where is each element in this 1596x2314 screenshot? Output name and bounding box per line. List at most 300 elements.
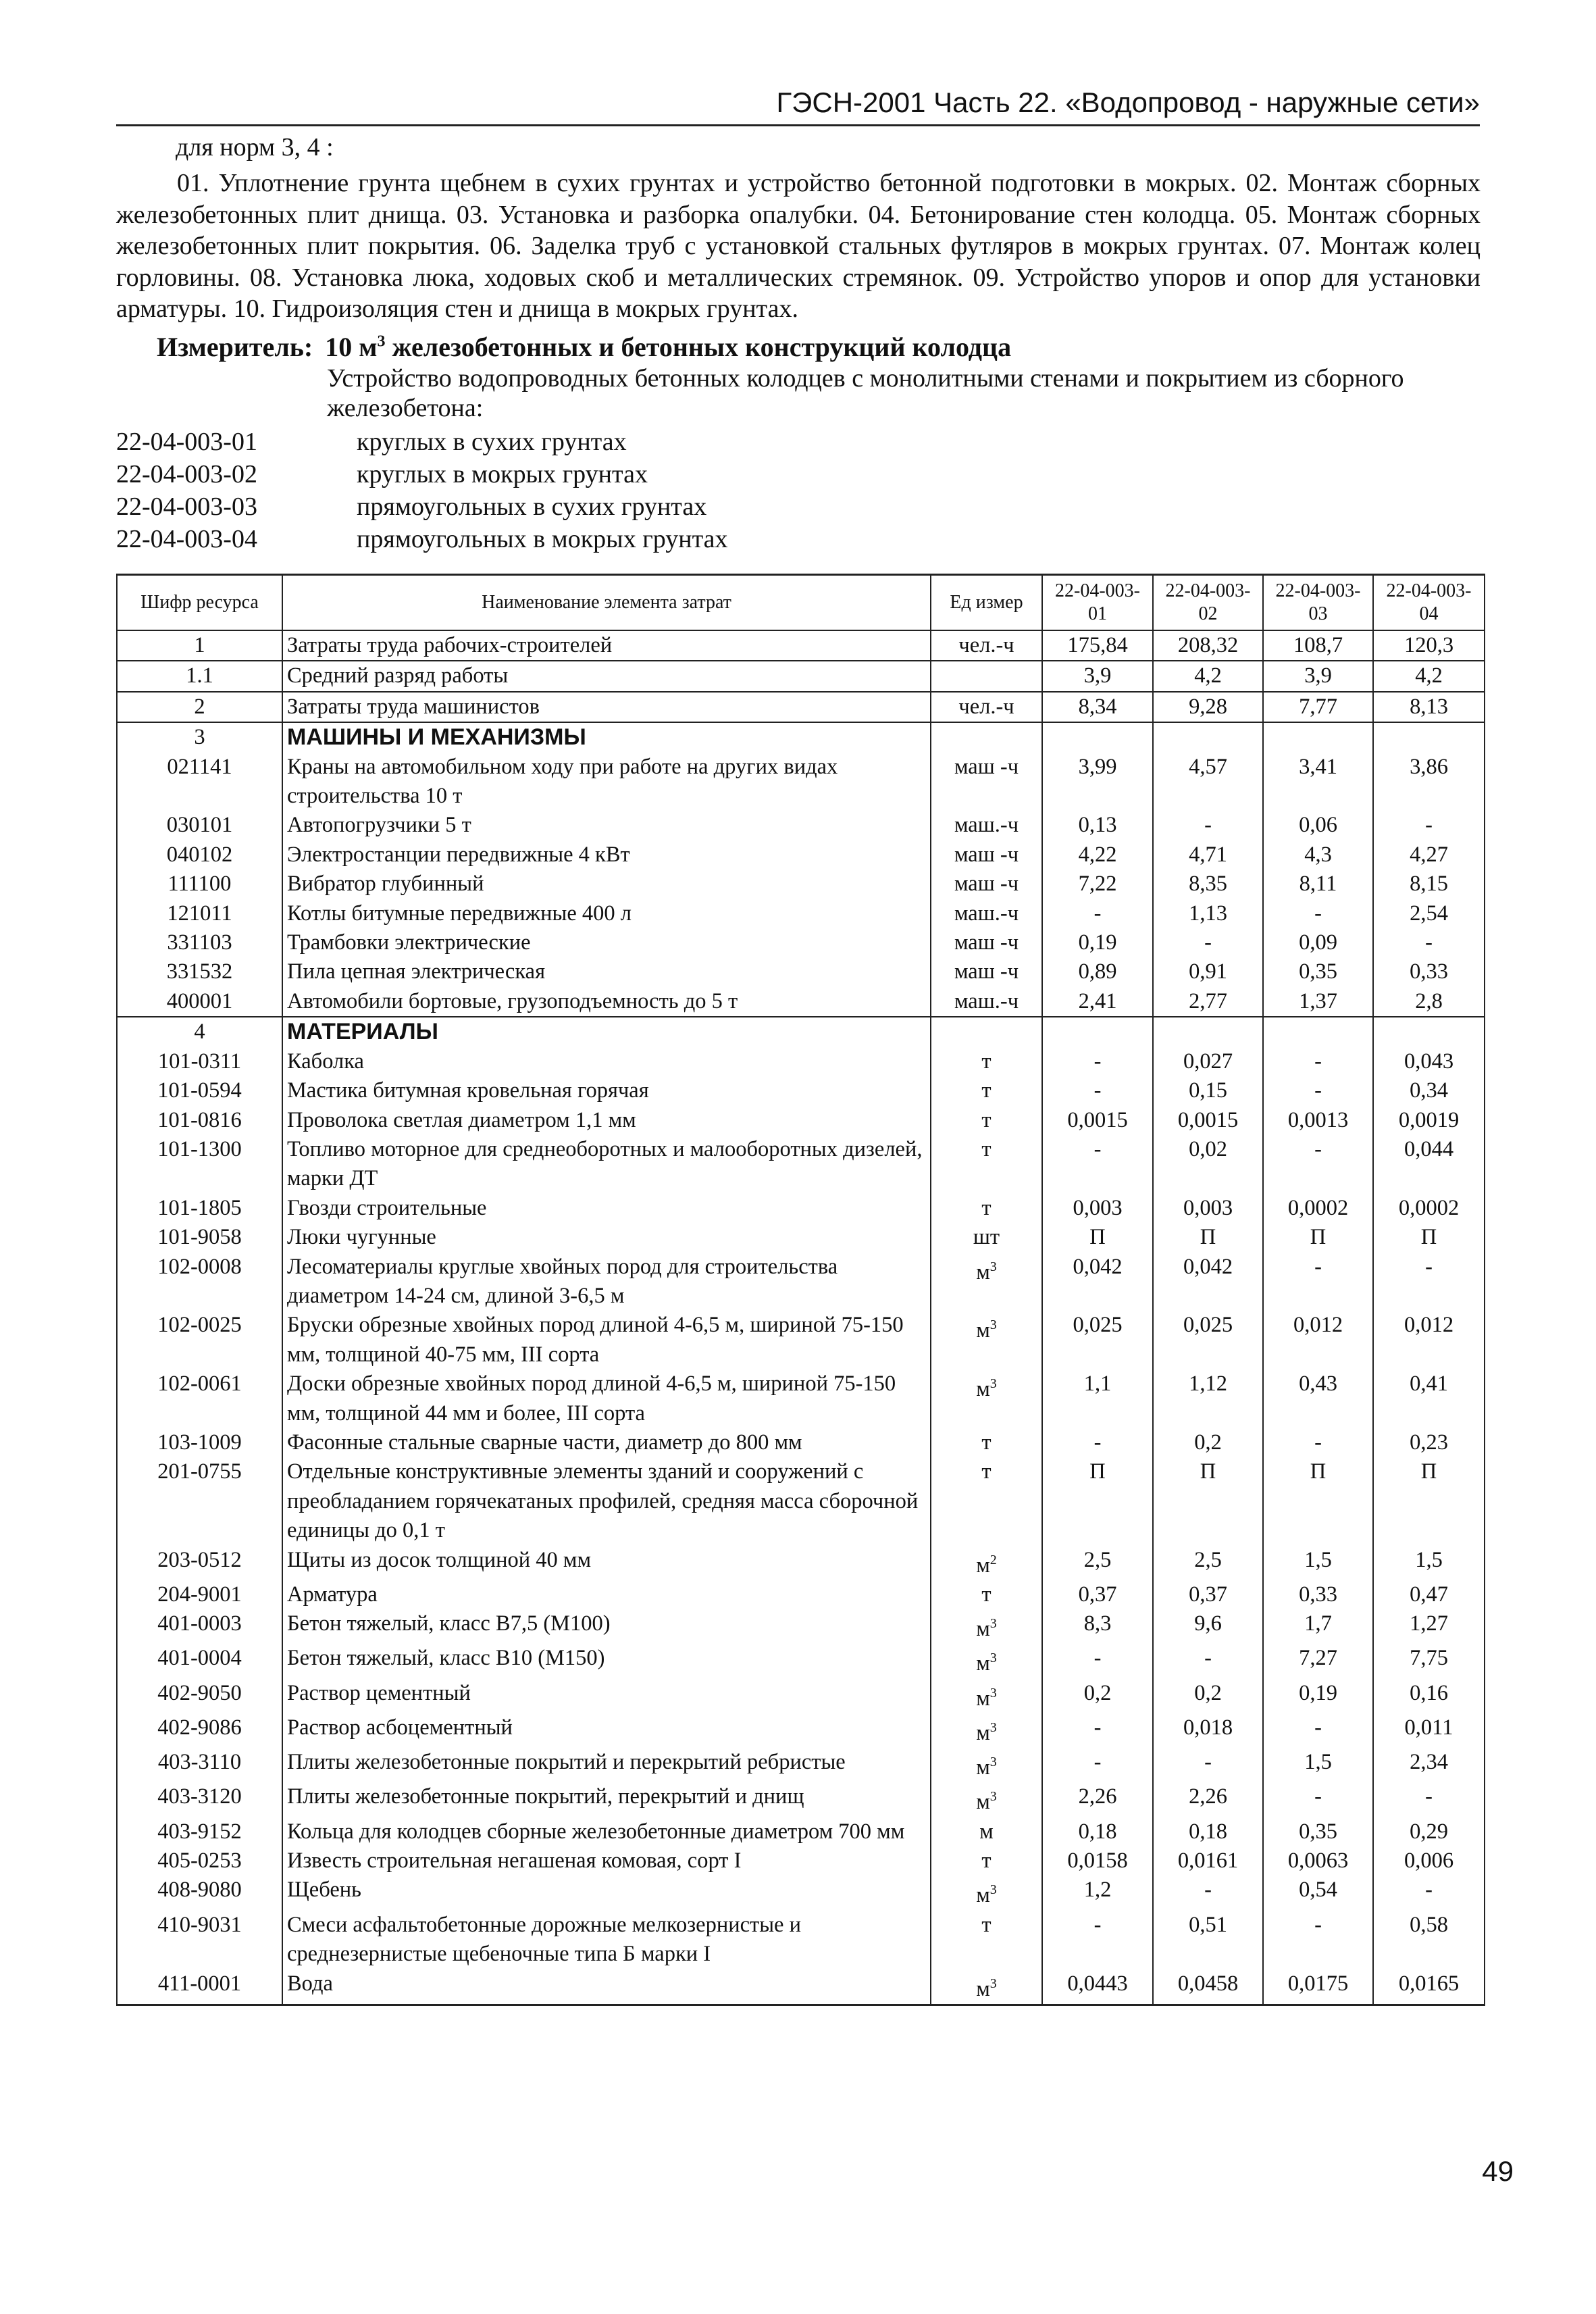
resource-name: Топливо моторное для среднеоборотных и малооборотных дизелей, марки ДТ <box>282 1135 931 1194</box>
norm-value-2: П <box>1153 1223 1263 1252</box>
resource-code: 201-0755 <box>117 1457 282 1545</box>
table-row <box>117 1047 1485 1076</box>
norm-value-3: 0,35 <box>1263 957 1373 986</box>
resource-code: 403-3120 <box>117 1782 282 1817</box>
resource-unit <box>931 1106 1042 1135</box>
resource-name: Раствор асбоцементный <box>282 1713 931 1748</box>
table-row <box>117 1679 1485 1713</box>
norm-value-3: 1,5 <box>1263 1748 1373 1782</box>
norm-value-3: - <box>1263 1428 1373 1457</box>
resource-code: 1 <box>117 630 282 661</box>
norm-value-3: 0,0002 <box>1263 1194 1373 1223</box>
norm-value-2: 208,32 <box>1153 630 1263 661</box>
table-row <box>117 1580 1485 1609</box>
norm-value-3: П <box>1263 1457 1373 1545</box>
table-row <box>117 811 1485 840</box>
norm-value-1: 2,26 <box>1042 1782 1153 1817</box>
resource-code: 111100 <box>117 870 282 899</box>
norm-value-4: 0,011 <box>1373 1713 1485 1748</box>
norm-value-1: 0,0443 <box>1042 1969 1153 2005</box>
norms-label: для норм 3, 4 : <box>176 133 334 161</box>
norm-value-2: 4,71 <box>1153 840 1263 870</box>
table-row <box>117 1546 1485 1580</box>
resource-unit <box>931 1580 1042 1609</box>
norm-value-3: 0,54 <box>1263 1876 1373 1910</box>
norm-value-2: 0,91 <box>1153 957 1263 986</box>
resource-code: 101-1805 <box>117 1194 282 1223</box>
header-col-1: 22-04-003-01 <box>1042 575 1153 631</box>
norm-value-4: 8,13 <box>1373 692 1485 722</box>
table-row <box>117 1369 1485 1428</box>
norm-value-3: 0,012 <box>1263 1311 1373 1369</box>
norm-value-1: 0,025 <box>1042 1311 1153 1369</box>
resource-unit <box>931 1644 1042 1678</box>
norm-value-3: - <box>1263 1076 1373 1105</box>
variant-text: круглых в сухих грунтах <box>357 428 627 456</box>
resource-name: Мастика битумная кровельная горячая <box>282 1076 931 1105</box>
norm-value-2: 0,042 <box>1153 1253 1263 1311</box>
resource-code: 101-1300 <box>117 1135 282 1194</box>
table-row <box>117 630 1485 661</box>
norm-value-2: 0,003 <box>1153 1194 1263 1223</box>
table-row <box>117 1748 1485 1782</box>
norm-value-3: 7,77 <box>1263 692 1373 722</box>
norm-value-4: 0,16 <box>1373 1679 1485 1713</box>
norm-value-1: - <box>1042 1911 1153 1969</box>
variant-text: прямоугольных в сухих грунтах <box>357 493 707 521</box>
resource-name: Автомобили бортовые, грузоподъемность до 5 т <box>282 987 931 1017</box>
unit-text: маш.-ч <box>954 988 1019 1013</box>
resource-unit <box>931 1817 1042 1846</box>
norm-value-1: 175,84 <box>1042 630 1153 661</box>
resource-code: 400001 <box>117 987 282 1017</box>
variant-list <box>116 427 728 557</box>
resource-unit <box>931 811 1042 840</box>
resource-unit <box>931 1047 1042 1076</box>
resource-name: Проволока светлая диаметром 1,1 мм <box>282 1106 931 1135</box>
variant-item <box>116 427 728 459</box>
resource-code: 204-9001 <box>117 1580 282 1609</box>
norm-value-4: - <box>1373 928 1485 957</box>
norm-value-2: 0,18 <box>1153 1817 1263 1846</box>
measure-value-sup: 3 <box>377 332 386 351</box>
norm-value-3: - <box>1263 1253 1373 1311</box>
norm-value-2: - <box>1153 811 1263 840</box>
resource-unit <box>931 630 1042 661</box>
resource-table <box>116 574 1485 2006</box>
variant-item <box>116 524 728 557</box>
resource-unit <box>931 753 1042 811</box>
norm-value-4: 0,34 <box>1373 1076 1485 1105</box>
resource-unit <box>931 1076 1042 1105</box>
norm-value-3 <box>1263 722 1373 752</box>
unit-superscript: 3 <box>989 1976 997 1991</box>
header-name: Наименование элемента затрат <box>282 575 931 631</box>
unit-text: т <box>981 1459 992 1484</box>
unit-text: маш -ч <box>954 930 1019 955</box>
resource-unit <box>931 1017 1042 1047</box>
resource-code: 203-0512 <box>117 1546 282 1580</box>
table-row <box>117 1846 1485 1876</box>
variant-code: 22-04-003-03 <box>116 493 257 521</box>
unit-text: маш -ч <box>954 842 1019 867</box>
resource-unit <box>931 1846 1042 1876</box>
unit-text: т <box>981 1195 992 1220</box>
norm-value-1: 0,2 <box>1042 1679 1153 1713</box>
resource-unit <box>931 1194 1042 1223</box>
norm-value-1: - <box>1042 1713 1153 1748</box>
unit-text: маш.-ч <box>954 813 1019 838</box>
unit-text: м <box>976 1755 990 1780</box>
norm-value-1: - <box>1042 1076 1153 1105</box>
norm-value-1: 0,37 <box>1042 1580 1153 1609</box>
resource-name: Электростанции передвижные 4 кВт <box>282 840 931 870</box>
norm-value-1: - <box>1042 1135 1153 1194</box>
norm-value-1 <box>1042 1017 1153 1047</box>
resource-unit <box>931 1135 1042 1194</box>
norm-value-3: 1,37 <box>1263 987 1373 1017</box>
table-row <box>117 870 1485 899</box>
unit-superscript: 3 <box>989 1685 997 1701</box>
norm-value-1: - <box>1042 1428 1153 1457</box>
resource-unit <box>931 1713 1042 1748</box>
norm-value-2: 0,027 <box>1153 1047 1263 1076</box>
unit-text: м <box>976 1686 990 1711</box>
norm-value-2: 1,13 <box>1153 899 1263 928</box>
norm-value-4: - <box>1373 1253 1485 1311</box>
unit-text: м <box>976 1976 990 2001</box>
resource-name: Арматура <box>282 1580 931 1609</box>
work-intro: Устройство водопроводных бетонных колодцев с монолитными стенами и покрытием из сборного железобетона: <box>327 364 1404 422</box>
norm-value-4: 0,006 <box>1373 1846 1485 1876</box>
norm-value-4: 8,15 <box>1373 870 1485 899</box>
unit-text: м <box>976 1883 990 1908</box>
unit-text: чел.-ч <box>958 694 1014 719</box>
norm-value-3: 108,7 <box>1263 630 1373 661</box>
norm-value-1: 7,22 <box>1042 870 1153 899</box>
norm-value-1: 0,003 <box>1042 1194 1153 1223</box>
norm-value-4: 2,34 <box>1373 1748 1485 1782</box>
norm-value-4: - <box>1373 1782 1485 1817</box>
header-col-4: 22-04-003-04 <box>1373 575 1485 631</box>
norm-value-4: 0,044 <box>1373 1135 1485 1194</box>
norm-value-3: 0,35 <box>1263 1817 1373 1846</box>
norm-value-3: - <box>1263 1782 1373 1817</box>
resource-code: 402-9050 <box>117 1679 282 1713</box>
resource-unit <box>931 1782 1042 1817</box>
norm-value-4: 3,86 <box>1373 753 1485 811</box>
unit-text: м <box>976 1318 990 1343</box>
unit-superscript: 3 <box>989 1259 997 1274</box>
norm-value-2: 0,2 <box>1153 1679 1263 1713</box>
norm-value-2: 0,0015 <box>1153 1106 1263 1135</box>
resource-name: Гвозди строительные <box>282 1194 931 1223</box>
norm-value-4 <box>1373 722 1485 752</box>
unit-text: м <box>979 1819 994 1844</box>
resource-unit <box>931 1369 1042 1428</box>
resource-code: 101-0594 <box>117 1076 282 1105</box>
norm-value-2: 4,57 <box>1153 753 1263 811</box>
table-row <box>117 1311 1485 1369</box>
norm-value-1: 0,0015 <box>1042 1106 1153 1135</box>
resource-unit <box>931 1428 1042 1457</box>
resource-unit <box>931 1457 1042 1545</box>
norm-value-3: 7,27 <box>1263 1644 1373 1678</box>
unit-text: м <box>976 1651 990 1676</box>
table-row <box>117 1713 1485 1748</box>
norm-value-2: 0,51 <box>1153 1911 1263 1969</box>
resource-unit <box>931 870 1042 899</box>
norm-value-1: 2,41 <box>1042 987 1153 1017</box>
norm-value-4: 0,0019 <box>1373 1106 1485 1135</box>
table-row <box>117 928 1485 957</box>
resource-name: Бетон тяжелый, класс В7,5 (М100) <box>282 1609 931 1644</box>
norm-value-1: 1,1 <box>1042 1369 1153 1428</box>
norm-value-1: 0,18 <box>1042 1817 1153 1846</box>
resource-name: Средний разряд работы <box>282 661 931 691</box>
norm-value-2: 0,2 <box>1153 1428 1263 1457</box>
table-row <box>117 1782 1485 1817</box>
resource-code: 331532 <box>117 957 282 986</box>
resource-unit <box>931 1609 1042 1644</box>
norm-value-2: 0,0161 <box>1153 1846 1263 1876</box>
norm-value-4: П <box>1373 1457 1485 1545</box>
resource-code: 402-9086 <box>117 1713 282 1748</box>
unit-text: м <box>976 1720 990 1745</box>
norm-value-1: 0,0158 <box>1042 1846 1153 1876</box>
norm-value-2: 8,35 <box>1153 870 1263 899</box>
resource-unit <box>931 899 1042 928</box>
unit-text: маш -ч <box>954 872 1019 897</box>
measure-value-suffix: железобетонных и бетонных конструкций колодца <box>385 332 1012 362</box>
norm-value-2 <box>1153 1017 1263 1047</box>
unit-text: м <box>976 1553 990 1578</box>
variant-item <box>116 492 728 524</box>
table-row <box>117 1135 1485 1194</box>
norm-value-4: 7,75 <box>1373 1644 1485 1678</box>
resource-unit <box>931 957 1042 986</box>
unit-text: маш.-ч <box>954 901 1019 926</box>
resource-name: МАШИНЫ И МЕХАНИЗМЫ <box>282 722 931 752</box>
norm-value-2: - <box>1153 1644 1263 1678</box>
table-row <box>117 957 1485 986</box>
work-description: 01. Уплотнение грунта щебнем в сухих грунтах и устройство бетонной подготовки в мокрых. 02. Монтаж сборных железобетонных плит днища. 03. Установка и разборка опалубки. 04. Бетонирование стен колодца. 05. Монтаж сборных железобетонных плит покрытия. 06. Заделка труб с установкой стальных футляров в мокрых грунтах. 07. Монтаж колец горловины. 08. Установка люка, ходовых скоб и металлических стремянок. 09. Устройство упоров и опор для установки арматуры. 10. Гидроизоляция стен и днища в мокрых грунтах. <box>116 169 1481 323</box>
norm-value-4 <box>1373 1017 1485 1047</box>
norm-value-3: - <box>1263 1047 1373 1076</box>
table-row <box>117 1609 1485 1644</box>
unit-text: т <box>981 1848 992 1873</box>
resource-unit <box>931 1311 1042 1369</box>
norm-value-2: 2,5 <box>1153 1546 1263 1580</box>
header-col-3: 22-04-003-03 <box>1263 575 1373 631</box>
header-unit: Ед измер <box>931 575 1042 631</box>
resource-unit <box>931 1876 1042 1910</box>
unit-text: м <box>976 1617 990 1642</box>
variant-code: 22-04-003-02 <box>116 460 257 488</box>
unit-superscript: 3 <box>989 1789 997 1805</box>
table-row <box>117 987 1485 1017</box>
unit-superscript: 2 <box>989 1552 997 1567</box>
resource-name: Щебень <box>282 1876 931 1910</box>
norm-value-3: 0,0013 <box>1263 1106 1373 1135</box>
norm-value-3: 0,09 <box>1263 928 1373 957</box>
norm-value-3: - <box>1263 1911 1373 1969</box>
resource-code: 410-9031 <box>117 1911 282 1969</box>
table-body <box>117 630 1485 2005</box>
resource-code: 411-0001 <box>117 1969 282 2005</box>
norm-value-1: 3,9 <box>1042 661 1153 691</box>
norm-value-2 <box>1153 722 1263 752</box>
norm-value-4: 4,27 <box>1373 840 1485 870</box>
unit-text: м <box>976 1376 990 1401</box>
resource-code: 040102 <box>117 840 282 870</box>
resource-name: Отдельные конструктивные элементы зданий и сооружений с преобладанием горячекатаных профилей, средняя масса сборочной единицы до 0,1 т <box>282 1457 931 1545</box>
norm-value-3: 0,0175 <box>1263 1969 1373 2005</box>
table-row <box>117 1644 1485 1678</box>
norm-value-1: - <box>1042 899 1153 928</box>
norm-value-4: П <box>1373 1223 1485 1252</box>
norm-value-3: 0,43 <box>1263 1369 1373 1428</box>
resource-code: 101-0816 <box>117 1106 282 1135</box>
resource-code: 331103 <box>117 928 282 957</box>
norm-value-2: 0,0458 <box>1153 1969 1263 2005</box>
resource-name: Лесоматериалы круглые хвойных пород для строительства диаметром 14-24 см, длиной 3-6,5 м <box>282 1253 931 1311</box>
resource-unit <box>931 1748 1042 1782</box>
norm-value-2: 0,02 <box>1153 1135 1263 1194</box>
measure-line <box>157 331 1011 363</box>
resource-code: 401-0003 <box>117 1609 282 1644</box>
resource-code: 401-0004 <box>117 1644 282 1678</box>
resource-code: 121011 <box>117 899 282 928</box>
resource-name: Котлы битумные передвижные 400 л <box>282 899 931 928</box>
resource-name: Пила цепная электрическая <box>282 957 931 986</box>
table-row <box>117 1969 1485 2005</box>
norm-value-2: 4,2 <box>1153 661 1263 691</box>
resource-name: МАТЕРИАЛЫ <box>282 1017 931 1047</box>
norm-value-3: - <box>1263 899 1373 928</box>
table-row <box>117 1076 1485 1105</box>
norm-value-4: 0,012 <box>1373 1311 1485 1369</box>
resource-code: 102-0008 <box>117 1253 282 1311</box>
norm-value-3: 1,7 <box>1263 1609 1373 1644</box>
norm-value-3: - <box>1263 1713 1373 1748</box>
unit-text: т <box>981 1430 992 1455</box>
norm-value-2: П <box>1153 1457 1263 1545</box>
table-row <box>117 692 1485 722</box>
norm-value-4: 0,41 <box>1373 1369 1485 1428</box>
variant-item <box>116 459 728 492</box>
norm-value-3: 3,9 <box>1263 661 1373 691</box>
table-row <box>117 1911 1485 1969</box>
resource-unit <box>931 1223 1042 1252</box>
resource-code: 103-1009 <box>117 1428 282 1457</box>
norm-value-4: 0,47 <box>1373 1580 1485 1609</box>
unit-text: т <box>981 1049 992 1074</box>
table-row <box>117 1253 1485 1311</box>
resource-code: 2 <box>117 692 282 722</box>
table-row <box>117 1817 1485 1846</box>
resource-name: Затраты труда машинистов <box>282 692 931 722</box>
norm-value-3: 8,11 <box>1263 870 1373 899</box>
norm-value-4: 2,54 <box>1373 899 1485 928</box>
norm-value-4: 0,0002 <box>1373 1194 1485 1223</box>
resource-unit <box>931 1253 1042 1311</box>
norm-value-1: 0,042 <box>1042 1253 1153 1311</box>
norm-value-2: 1,12 <box>1153 1369 1263 1428</box>
norm-value-1: 0,19 <box>1042 928 1153 957</box>
resource-name: Плиты железобетонные покрытий и перекрытий ребристые <box>282 1748 931 1782</box>
resource-unit <box>931 661 1042 691</box>
unit-text: м <box>976 1790 990 1815</box>
resource-name: Известь строительная негашеная комовая, сорт I <box>282 1846 931 1876</box>
norm-value-4: 0,58 <box>1373 1911 1485 1969</box>
variant-code: 22-04-003-01 <box>116 428 257 456</box>
norm-value-3: 0,19 <box>1263 1679 1373 1713</box>
unit-text: шт <box>973 1225 1000 1250</box>
resource-name: Вода <box>282 1969 931 2005</box>
unit-text: т <box>981 1078 992 1103</box>
variant-code: 22-04-003-04 <box>116 525 257 553</box>
norm-value-3 <box>1263 1017 1373 1047</box>
norm-value-3: 0,0063 <box>1263 1846 1373 1876</box>
norm-value-2: 0,15 <box>1153 1076 1263 1105</box>
unit-text: чел.-ч <box>958 633 1014 657</box>
norm-value-4: 1,5 <box>1373 1546 1485 1580</box>
norm-value-4: 120,3 <box>1373 630 1485 661</box>
norm-value-4: 0,043 <box>1373 1047 1485 1076</box>
table-row <box>117 1194 1485 1223</box>
section-row <box>117 722 1485 752</box>
unit-text: т <box>981 1107 992 1132</box>
table-row <box>117 1106 1485 1135</box>
resource-name: Бетон тяжелый, класс В10 (М150) <box>282 1644 931 1678</box>
resource-code: 405-0253 <box>117 1846 282 1876</box>
resource-name: Плиты железобетонные покрытий, перекрытий и днищ <box>282 1782 931 1817</box>
resource-name: Автопогрузчики 5 т <box>282 811 931 840</box>
resource-unit <box>931 1546 1042 1580</box>
norm-value-1 <box>1042 722 1153 752</box>
unit-text: т <box>981 1136 992 1161</box>
header-code: Шифр ресурса <box>117 575 282 631</box>
table-row <box>117 899 1485 928</box>
unit-superscript: 3 <box>989 1616 997 1632</box>
norm-value-1: 8,3 <box>1042 1609 1153 1644</box>
resource-unit <box>931 722 1042 752</box>
resource-unit <box>931 1679 1042 1713</box>
unit-superscript: 3 <box>989 1719 997 1735</box>
unit-superscript: 3 <box>989 1882 997 1898</box>
variant-text: круглых в мокрых грунтах <box>357 460 648 488</box>
resource-name: Краны на автомобильном ходу при работе на других видах строительства 10 т <box>282 753 931 811</box>
unit-text: маш -ч <box>954 754 1019 779</box>
resource-name: Каболка <box>282 1047 931 1076</box>
page-number: 49 <box>1482 2155 1514 2187</box>
norm-value-4: 4,2 <box>1373 661 1485 691</box>
norm-value-4: 2,8 <box>1373 987 1485 1017</box>
norm-value-3: 1,5 <box>1263 1546 1373 1580</box>
resource-name: Затраты труда рабочих-строителей <box>282 630 931 661</box>
norm-value-3: 0,33 <box>1263 1580 1373 1609</box>
norm-value-2: - <box>1153 1748 1263 1782</box>
resource-code: 403-3110 <box>117 1748 282 1782</box>
resource-code: 101-0311 <box>117 1047 282 1076</box>
norm-value-4: 0,0165 <box>1373 1969 1485 2005</box>
norm-value-1: - <box>1042 1748 1153 1782</box>
norm-value-1: 1,2 <box>1042 1876 1153 1910</box>
resource-code: 403-9152 <box>117 1817 282 1846</box>
norm-value-1: 8,34 <box>1042 692 1153 722</box>
unit-text: т <box>981 1582 992 1607</box>
